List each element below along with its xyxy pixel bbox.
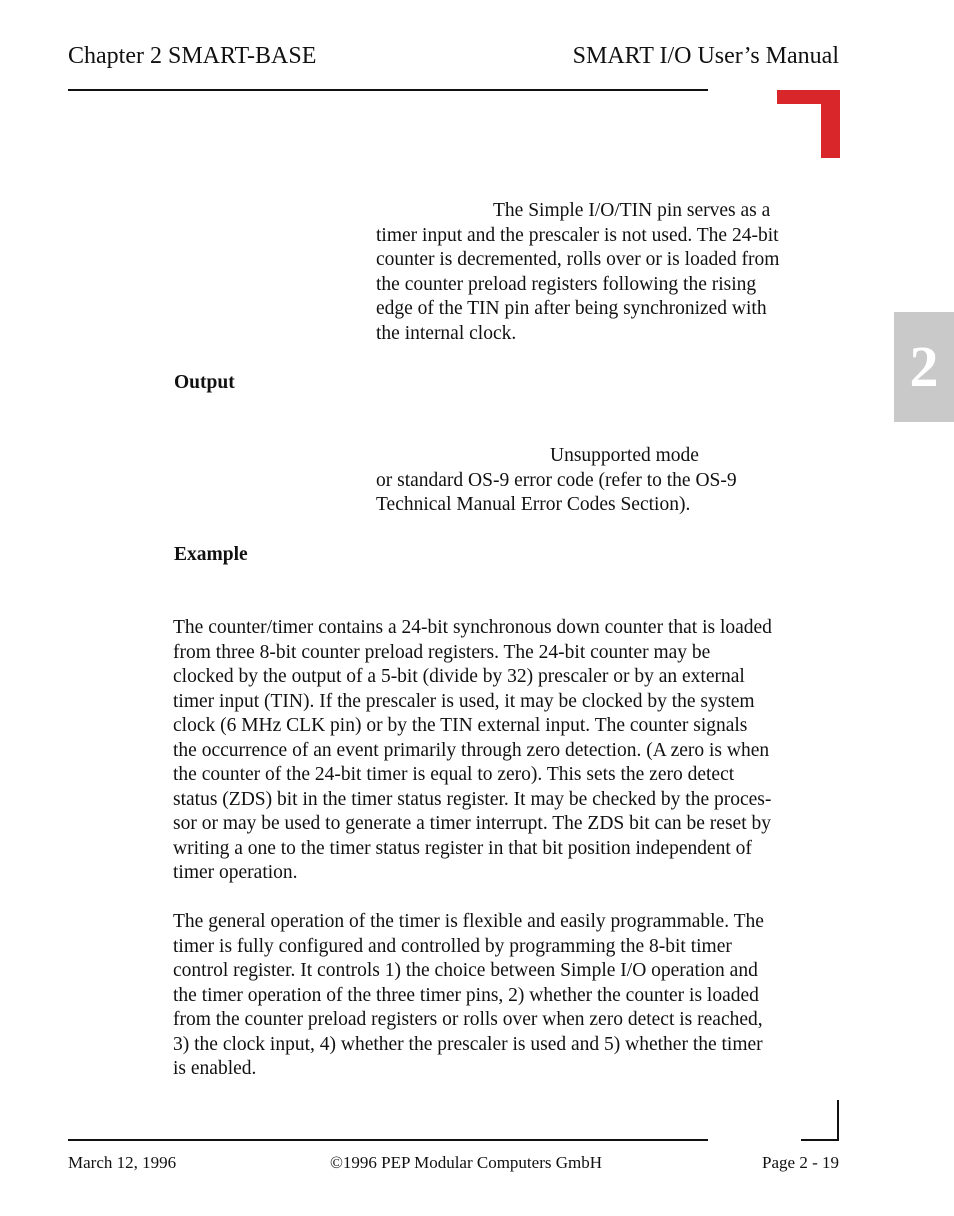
- footer-date: March 12, 1996: [68, 1153, 177, 1172]
- text-line: counter is decremented, rolls over or is loaded from: [376, 249, 780, 270]
- text-line: from the counter preload registers or rolls over when zero detect is reached,: [173, 1009, 763, 1030]
- output-label: Output: [174, 372, 235, 393]
- text-line: timer operation.: [173, 862, 298, 883]
- corner-mark-vertical: [821, 90, 840, 158]
- footer-corner-mark: [801, 1100, 840, 1141]
- text-line: 3) the clock input, 4) whether the prescaler is used and 5) whether the timer: [173, 1033, 763, 1055]
- general-operation-paragraph: [173, 910, 764, 1082]
- text-line: the timer operation of the three timer pins, 2) whether the counter is loaded: [173, 984, 759, 1006]
- text-line: The Simple I/O/TIN pin serves as a: [493, 200, 771, 221]
- text-line: the counter preload registers following the rising: [376, 273, 757, 295]
- text-line: The counter/timer contains a 24-bit synchronous down counter that is loaded: [173, 617, 772, 638]
- header-rule: [68, 89, 708, 91]
- text-line: Unsupported mode: [550, 445, 699, 466]
- text-line: control register. It controls 1) the choice between Simple I/O operation and: [173, 960, 758, 981]
- text-line: timer is fully configured and controlled by programming the 8-bit timer: [173, 935, 732, 957]
- text-line: Technical Manual Error Codes Section).: [376, 494, 691, 515]
- text-line: timer input and the prescaler is not used. The 24-bit: [376, 224, 779, 246]
- footer-corner-horizontal: [801, 1139, 839, 1141]
- header-manual-title: SMART I/O User’s Manual: [572, 43, 839, 69]
- text-line: the internal clock.: [376, 322, 517, 344]
- text-line: the counter of the 24-bit timer is equal to zero). This sets the zero detect: [173, 764, 735, 785]
- text-line: or standard OS-9 error code (refer to the OS-9: [376, 469, 737, 491]
- text-line: status (ZDS) bit in the timer status register. It may be checked by the proces-: [173, 788, 772, 810]
- footer-rule: [68, 1139, 708, 1141]
- text-line: clocked by the output of a 5-bit (divide by 32) prescaler or by an external: [173, 666, 745, 687]
- chapter-tab: 2: [894, 312, 954, 422]
- corner-mark: [777, 90, 840, 158]
- footer-corner-vertical: [837, 1100, 839, 1141]
- text-line: the occurrence of an event primarily through zero detection. (A zero is when: [173, 739, 770, 761]
- example-label: Example: [174, 544, 248, 565]
- text-line: The general operation of the timer is flexible and easily programmable. The: [173, 911, 764, 932]
- counter-timer-paragraph: [173, 616, 772, 886]
- text-line: from three 8-bit counter preload registers. The 24-bit counter may be: [173, 641, 711, 663]
- text-line: clock (6 MHz CLK pin) or by the TIN external input. The counter signals: [173, 715, 748, 736]
- output-description: [376, 444, 737, 518]
- footer-copyright: ©1996 PEP Modular Computers GmbH: [330, 1153, 603, 1172]
- tin-mode-description: [376, 199, 779, 346]
- footer-page-number: Page 2 - 19: [762, 1153, 839, 1172]
- header-chapter-title: Chapter 2 SMART-BASE: [68, 43, 317, 69]
- text-line: is enabled.: [173, 1058, 257, 1079]
- text-line: edge of the TIN pin after being synchronized with: [376, 298, 767, 319]
- text-line: sor or may be used to generate a timer interrupt. The ZDS bit can be reset by: [173, 813, 771, 834]
- text-line: timer input (TIN). If the prescaler is used, it may be clocked by the system: [173, 690, 755, 712]
- text-line: writing a one to the timer status register in that bit position independent of: [173, 837, 752, 859]
